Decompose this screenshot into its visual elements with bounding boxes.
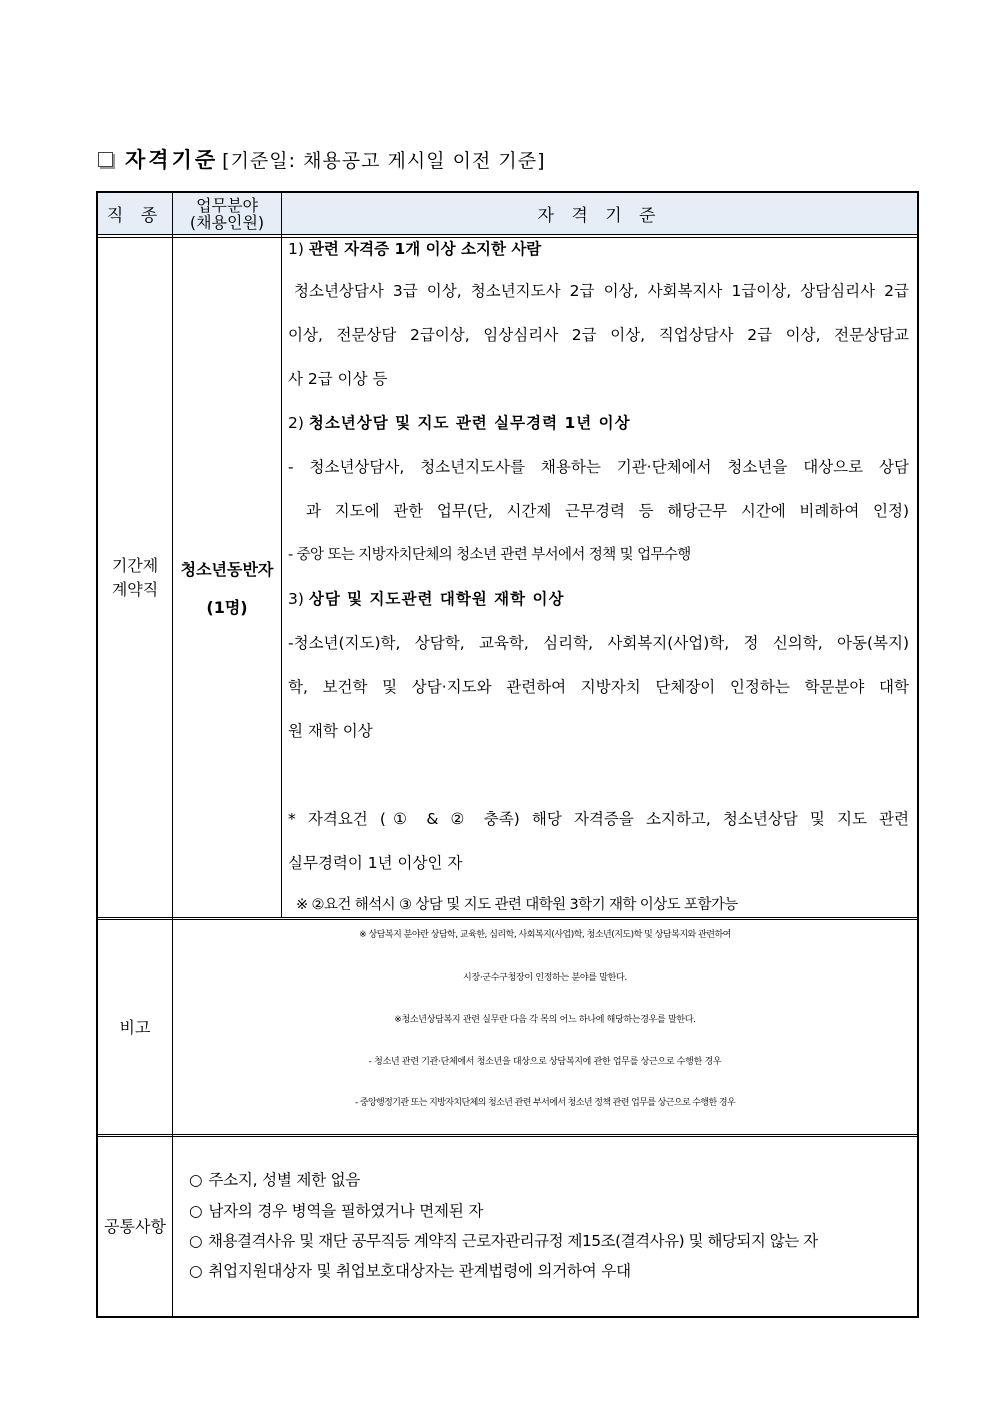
- common-item: [189, 1169, 360, 1191]
- header-field: [173, 193, 281, 234]
- row2-double-line: [98, 1134, 917, 1137]
- common-item: [189, 1260, 631, 1282]
- section1-heading: [288, 238, 909, 260]
- qualification-table: [96, 191, 919, 1318]
- common-item: [189, 1230, 818, 1252]
- row1-field-name: 청소년동반자: [180, 560, 274, 579]
- row1-field-count: (1명): [206, 598, 248, 617]
- section-title-main: 자격기준: [125, 148, 219, 172]
- section2-heading-text: 청소년상담 및 지도 관련 실무경력 1년 이상: [308, 414, 631, 432]
- circle-bullet-icon: ○: [189, 1202, 203, 1220]
- header-job-type: 직 종: [106, 206, 164, 226]
- remarks-line: 시장·군수구청장이 인정하는 분야를 말한다.: [463, 973, 627, 983]
- remarks-line: - 중앙행정기관 또는 지방자치단체의 청소년 관련 부서에서 청소년 정책 관련 업무를 상근으로 수행한 경우: [354, 1098, 736, 1108]
- section3-line: 학, 보건학 및 상담·지도와 관련하여 지방자치 단체장이 인정하는 학문분야 대학: [288, 678, 909, 696]
- remarks-line: - 청소년 관련 기관·단체에서 청소년을 대상으로 상담복지에 관한 업무를 상근으로 수행한 경우: [368, 1057, 722, 1067]
- section-title: [98, 142, 546, 176]
- qualification-footnote: ※ ②요건 해석시 ③ 상담 및 지도 관련 대학원 3학기 재학 이상도 포함가능: [296, 897, 738, 913]
- section3-num: 3): [288, 590, 309, 608]
- section3-line: 원 재학 이상: [288, 722, 373, 740]
- section2-line: - 중앙 또는 지방자치단체의 청소년 관련 부서에서 정책 및 업무수행: [288, 547, 691, 563]
- row1-job-type-line2: 계약직: [111, 580, 159, 599]
- section2-num: 2): [288, 414, 309, 432]
- row2-label: 비고: [119, 1018, 151, 1037]
- row1-criteria: [282, 238, 917, 918]
- common-item-text: 주소지, 성별 제한 없음: [208, 1171, 361, 1189]
- row2-remarks: [173, 921, 917, 1135]
- common-item: [189, 1200, 483, 1222]
- common-item-text: 남자의 경우 병역을 필하였거나 면제된 자: [208, 1202, 484, 1220]
- common-item-text: 채용결격사유 및 재단 공무직등 계약직 근로자관리규정 제15조(결격사유) 및 해당되지 않는 자: [208, 1232, 818, 1250]
- section3-line: -청소년(지도)학, 상담학, 교육학, 심리학, 사회복지(사업)학, 정 신의학, 아동(복지): [288, 634, 909, 652]
- square-bullet-icon: [98, 152, 113, 167]
- section1-line: 이상, 전문상담 2급이상, 임상심리사 2급 이상, 직업상담사 2급 이상, 전문상담교: [288, 326, 909, 344]
- section1-heading-text: 관련 자격증 1개 이상 소지한 사람: [308, 240, 542, 258]
- qualification-note-line: * 자격요건 (① & ② 충족) 해당 자격증을 소지하고, 청소년상담 및 지도 관련: [288, 810, 909, 828]
- section1-num: 1): [288, 240, 309, 258]
- section2-line: 과 지도에 관한 업무(단, 시간제 근무경력 등 해당근무 시간에 비례하여 인정): [306, 502, 909, 520]
- row3-common: [173, 1138, 917, 1316]
- circle-bullet-icon: ○: [189, 1171, 203, 1189]
- row1-job-type-line1: 기간제: [111, 556, 159, 575]
- row1-field: [173, 238, 281, 918]
- row3-label: 공통사항: [104, 1217, 166, 1236]
- remarks-line: ※청소년상담복지 관련 실무란 다음 각 목의 어느 하나에 해당하는경우를 말한다.: [394, 1015, 696, 1025]
- row1-job-type: [98, 238, 172, 918]
- section3-heading-text: 상담 및 지도관련 대학원 재학 이상: [308, 590, 565, 608]
- row2-label-cell: [98, 921, 172, 1135]
- section1-line: 청소년상담사 3급 이상, 청소년지도사 2급 이상, 사회복지사 1급이상, 상담심리사 2급: [294, 282, 909, 300]
- section-title-sub: [기준일: 채용공고 게시일 이전 기준]: [222, 149, 546, 172]
- row1-double-line: [98, 917, 917, 920]
- qualification-note-line: 실무경력이 1년 이상인 자: [288, 854, 463, 872]
- common-item-text: 취업지원대상자 및 취업보호대상자는 관계법령에 의거하여 우대: [208, 1262, 631, 1280]
- circle-bullet-icon: ○: [189, 1262, 203, 1280]
- header-criteria: 자 격 기 준: [537, 206, 662, 226]
- section2-heading: [288, 412, 909, 434]
- remarks-line: ※ 상담복지 분야란 상담학, 교육한, 심리학, 사회복지(사업)학, 청소년(지도)학 및 상담복지와 관련하여: [359, 930, 731, 940]
- circle-bullet-icon: ○: [189, 1232, 203, 1250]
- header-field-line2: (채용인원): [189, 212, 265, 232]
- section1-line: 사 2급 이상 등: [288, 370, 388, 388]
- header-field-line1: 업무분야: [196, 195, 258, 215]
- section2-line: - 청소년상담사, 청소년지도사를 채용하는 기관·단체에서 청소년을 대상으로 상담: [288, 458, 909, 476]
- row3-label-cell: [98, 1138, 172, 1316]
- section3-heading: [288, 588, 909, 610]
